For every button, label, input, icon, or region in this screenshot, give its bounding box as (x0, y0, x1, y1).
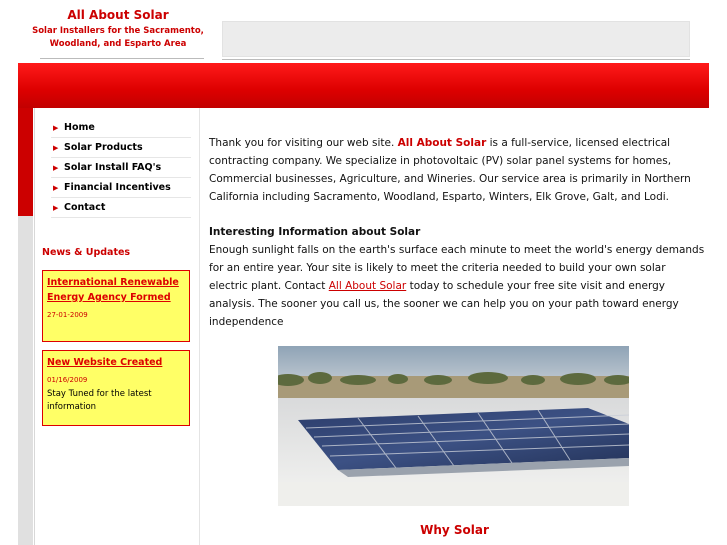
triangle-right-icon: ▶ (53, 143, 59, 152)
triangle-right-icon: ▶ (53, 183, 59, 192)
header-banner-box (222, 21, 690, 57)
nav-item-label: Home (64, 122, 95, 133)
nav-item-contact[interactable] (51, 198, 191, 218)
content-border (199, 108, 200, 545)
info-paragraph (209, 241, 705, 331)
tagline-line-1: Solar Installers for the Sacramento, (32, 26, 204, 36)
sidebar-red-accent (18, 108, 33, 216)
nav-item-solar-products[interactable] (51, 138, 191, 158)
news-item-text: Stay Tuned for the latest information (47, 389, 152, 412)
contact-link[interactable]: All About Solar (328, 280, 407, 292)
solar-panels-photo (278, 346, 629, 506)
tagline-line-2: Woodland, and Esparto Area (49, 39, 187, 49)
main-nav (51, 118, 191, 218)
news-item (42, 350, 190, 426)
site-tagline (18, 25, 218, 51)
nav-item-label: Contact (64, 202, 106, 213)
info-text-start: Enough sunlight falls on the earth's surface each minute to meet the world's energy demands for an entire year. Your site is likely to meet the criteria needed to build your own solar electric plant. Contact (209, 244, 705, 292)
triangle-right-icon: ▶ (53, 163, 59, 172)
why-solar-heading: Why Solar (420, 523, 489, 537)
header-divider-right (222, 59, 690, 60)
sidebar-border (34, 108, 35, 545)
news-item-title-link[interactable]: New Website Created (47, 357, 163, 368)
site-title[interactable]: All About Solar (67, 8, 169, 22)
news-item-date: 27-01-2009 (47, 311, 88, 319)
news-heading: News & Updates (42, 247, 131, 258)
triangle-right-icon: ▶ (53, 203, 59, 212)
red-banner (18, 63, 709, 108)
intro-text-start: Thank you for visiting our web site. (209, 137, 398, 149)
main-content (209, 134, 705, 331)
nav-item-home[interactable] (51, 118, 191, 138)
info-text-end: today to schedule your free site visit and energy analysis. The sooner you call us, the sooner we can help you on your path toward energy independence (209, 280, 679, 328)
triangle-right-icon: ▶ (53, 123, 59, 132)
nav-item-label: Solar Products (64, 142, 143, 153)
nav-item-solar-install-faqs[interactable] (51, 158, 191, 178)
intro-text-end: is a full-service, licensed electrical contracting company. We specialize in photovoltaic (PV) solar panel systems for homes, Commercial businesses, Agriculture, and Wineries. Our service area is primarily in Northern California including Sacramento, Woodland, Esparto, Winters, Elk Grove, Galt, and Lodi. (209, 137, 691, 203)
nav-item-label: Solar Install FAQ's (64, 162, 162, 173)
news-item-title-link[interactable]: International Renewable Energy Agency Formed (47, 277, 179, 303)
nav-item-financial-incentives[interactable] (51, 178, 191, 198)
info-heading: Interesting Information about Solar (209, 226, 421, 238)
header-divider-left (40, 58, 204, 59)
brand-name: All About Solar (397, 137, 487, 149)
news-item (42, 270, 190, 342)
nav-item-label: Financial Incentives (64, 182, 171, 193)
site-header (18, 0, 218, 51)
news-item-date: 01/16/2009 (47, 376, 88, 384)
intro-paragraph (209, 134, 705, 206)
